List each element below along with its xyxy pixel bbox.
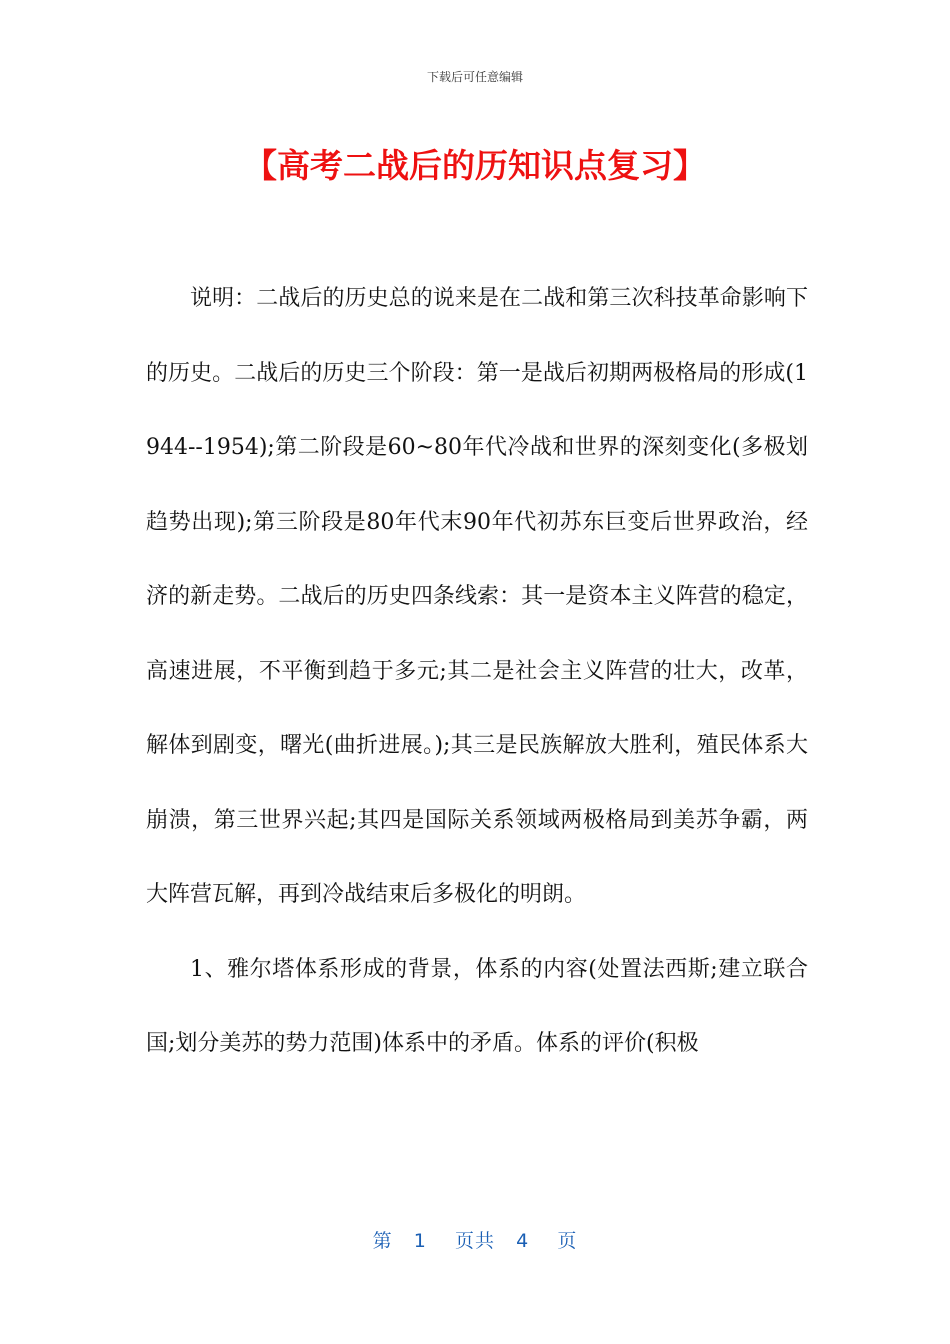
document-body — [146, 262, 808, 1082]
footer-prefix: 第 — [372, 1230, 393, 1252]
footer-current-page: 1 — [413, 1230, 427, 1252]
intro-paragraph: 说明：二战后的历史总的说来是在二战和第三次科技革命影响下的历史。二战后的历史三个阶段：第一是战后初期两极格局的形成(1944--1954);第二阶段是60~80年代冷战和世界的深刻变化(多极划趋势出现);第三阶段是80年代末90年代初苏东巨变后世界政治，经济的新走势。二战后的历史四条线索：其一是资本主义阵营的稳定，高速进展，不平衡到趋于多元;其二是社会主义阵营的壮大，改革，解体到剧变，曙光(曲折进展。);其三是民族解放大胜利，殖民体系大崩溃，第三世界兴起;其四是国际关系领域两极格局到美苏争霸，两大阵营瓦解，再到冷战结束后多极化的明朗。 — [146, 286, 808, 907]
section-1-paragraph: 1、雅尔塔体系形成的背景，体系的内容(处置法西斯;建立联合国;划分美苏的势力范围)体系中的矛盾。体系的评价(积极 — [146, 956, 808, 1056]
document-title: 【高考二战后的历知识点复习】 — [244, 146, 706, 185]
footer-suffix: 页 — [557, 1230, 578, 1252]
page-footer — [0, 1226, 950, 1253]
header-note: 下载后可任意编辑 — [426, 70, 523, 84]
footer-middle: 页共 — [454, 1230, 495, 1252]
footer-total-pages: 4 — [516, 1230, 530, 1252]
